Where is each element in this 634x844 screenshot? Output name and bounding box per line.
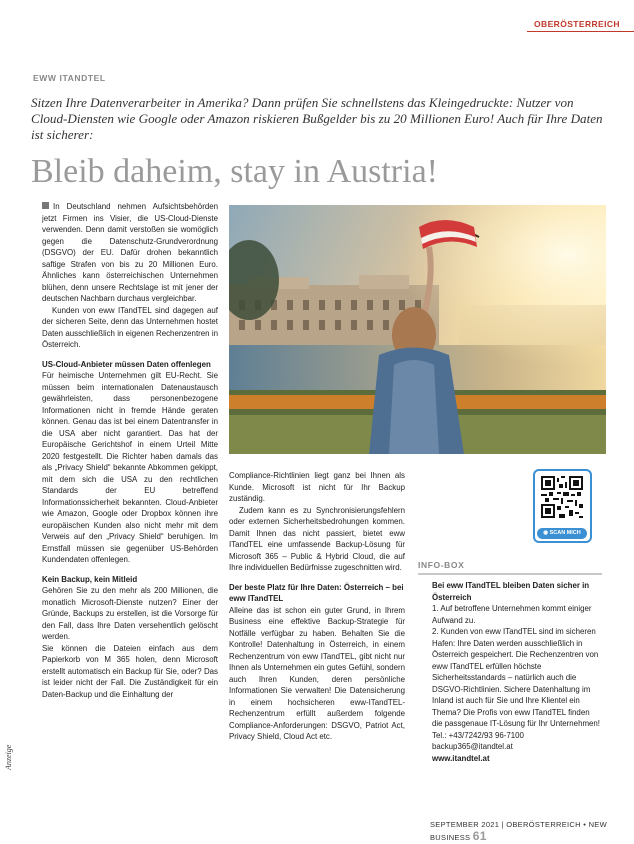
lead-paragraph: Sitzen Ihre Datenverarbeiter in Amerika? Dann prüfen Sie schnellstens das Kleingedruckte: Nutzer von Cloud-Diensten wie Google oder Amazon riskieren Bußgelder bis zu 20 Millionen Euro! Auch für Ihre Daten ist sicherer:	[31, 95, 603, 142]
paragraph: Alleine das ist schon ein guter Grund, in Ihrem Business eine effektive Backup-Strategie für Notfälle verfügbar zu haben. Behalten Sie die Kontrolle! Datenhaltung in Österreich, in einem Rechenzentrum von eww ITandTEL, gibt nicht nur Ihnen als Unternehmen ein gutes Gefühl, sondern auch Ihren Kunden, deren persönliche Informationen Sie verwalten! Die Datensicherung in einem hochsicheren eww-ITandTEL-Rechenzentrum erfüllt außerdem folgende Compliance-Anforderungen: DSGVO, Patriot Act, Privacy Shield, Cloud Act etc.	[229, 605, 405, 741]
paragraph: Gehören Sie zu den mehr als 200 Millionen, die monatlich Microsoft-Dienste nutzen? Einer der Gründe, Backups zu erstellen, ist die Vorsorge für den Fall, dass Ihre Daten versehentlich gelöscht werden.	[42, 586, 218, 641]
article-column-1	[42, 201, 218, 700]
page-number: 61	[472, 829, 487, 843]
subheading: Der beste Platz für Ihre Daten: Österreich – bei eww ITandTEL	[229, 582, 404, 603]
page-footer	[430, 820, 634, 843]
article-photo	[229, 205, 606, 454]
photo-illustration	[229, 205, 606, 454]
info-box-title: INFO-BOX	[418, 560, 602, 575]
info-item: 1. Auf betroffene Unternehmen kommt einiger Aufwand zu.	[432, 604, 592, 625]
section-label: EWW ITANDTEL	[33, 73, 106, 83]
paragraph: Sie können die Dateien einfach aus dem Papierkorb von M 365 holen, denn Microsoft erstellt automatisch ein Backup für Sie, oder? Das ist leider nicht der Fall. Die Zuständigkeit für ein Daten-Backup und die Einhaltung der	[42, 643, 218, 699]
ad-label: Anzeige	[4, 744, 13, 770]
paragraph: In Deutschland nehmen Aufsichtsbehörden jetzt Firmen ins Visier, die US-Cloud-Dienste verwenden. Denn damit verstoßen sie womöglich gegen die Datenschutz-Grundverordnung (DSGVO) der EU. Dafür drohen bekanntlich saftige Strafen von bis zu 20 Millionen Euro. Ähnliches kann österreichischen Unternehmen blühen, denn unsere Rechtslage ist mit jener der deutschen Nachbarn durchaus vergleichbar.	[42, 202, 218, 303]
subheading: Kein Backup, kein Mitleid	[42, 574, 138, 584]
info-item: 2. Kunden von eww ITandTEL sind im sicheren Hafen: Ihre Daten werden ausschließlich in Österreich gespeichert. Die Rechenzentren von eww ITandTEL erfüllen höchste Sicherheitsstandards – natürlich auch die DSGVO-Richtlinien. Sichere Datenhaltung im Inland ist auch für Sie und Ihre Klientel ein Thema? Die Profis von eww ITandTEL finden die passgenaue IT-Lösung für Ihr Unternehmen!	[432, 627, 600, 728]
camera-icon: ◉	[543, 530, 550, 536]
headline: Bleib daheim, stay in Austria!	[31, 153, 438, 190]
paragraph: Kunden von eww ITandTEL sind dagegen auf der sicheren Seite, denn das Unternehmen hostet Daten ausschließlich in eigenen Rechenzentren in Österreich.	[42, 305, 218, 349]
article-column-2	[229, 470, 405, 743]
paragraph: Für heimische Unternehmen gilt EU-Recht. Sie müssen beim internationalen Datenaustausch gewährleisten, dass personenbezogene Informationen nicht in fremde Hände geraten können. Genau das ist bei einem Datentransfer in die USA aber nicht garantiert. Das hat der Europäische Gerichtshof in einem Urteil Mitte 2020 festgestellt. Die Richter haben damals das als „Privacy Shield“ bekannte Abkommen gekippt, mit dem sich die USA zu den rechtlichen Standards der EU betreffend Informationssicherheit bekannten. Cloud-Anbieter wie Amazon, Google oder Dropbox können ihre europäischen Kunden also nicht mehr mit dem Verweis auf den „Privacy Shield“ beruhigen. Im Ernstfall müssen sie gegenüber US-Behörden Kundendaten offenlegen.	[42, 371, 218, 564]
subheading: US-Cloud-Anbieter müssen Daten offenlegen	[42, 359, 211, 369]
paragraph: Compliance-Richtlinien liegt ganz bei Ihnen als Kunde. Microsoft ist nicht für Ihr Backup zuständig.	[229, 471, 405, 503]
footer-text: SEPTEMBER 2021 | OBERÖSTERREICH • NEW BUSINESS	[430, 820, 607, 842]
info-box	[418, 560, 602, 764]
region-tag: OBERÖSTERREICH	[534, 19, 620, 29]
qr-code-icon	[541, 476, 583, 518]
contact-email[interactable]: backup365@itandtel.at	[432, 742, 513, 751]
info-box-heading: Bei eww ITandTEL bleiben Daten sicher in Österreich	[432, 581, 590, 602]
contact-website[interactable]: www.itandtel.at	[432, 753, 490, 763]
scan-me-button[interactable]: ◉ SCAN MICH	[537, 528, 587, 539]
start-square-icon	[42, 202, 49, 209]
contact-phone: Tel.: +43/7242/93 96-7100	[432, 730, 524, 740]
paragraph: Zudem kann es zu Synchronisierungsfehlern oder externen Sicherheitsbedrohungen kommen. Damit Ihnen das nicht passiert, bietet eww ITandTEL eine umfassende Backup-Lösung für Microsoft 365 – Public & Hybrid Cloud, die auf Ihre individuellen Bedürfnisse zugeschnitten wird.	[229, 505, 405, 572]
region-divider	[527, 31, 634, 32]
